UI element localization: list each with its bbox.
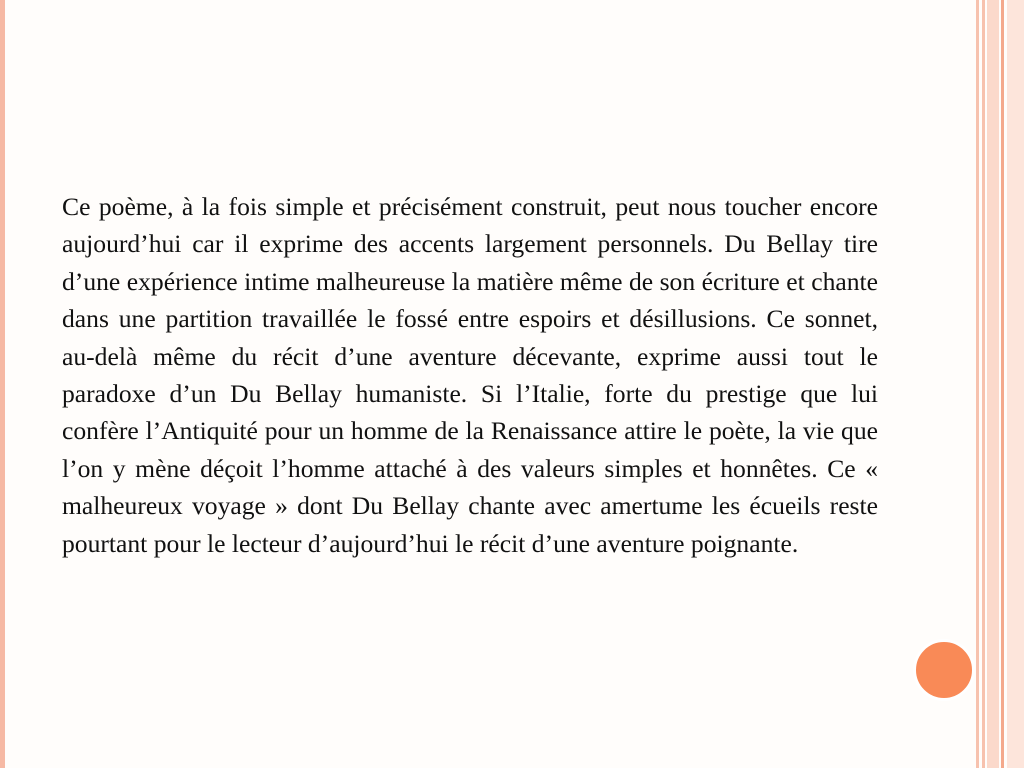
stripe-3 (987, 0, 999, 768)
stripe-5 (1007, 0, 1024, 768)
left-border-stripe (0, 0, 5, 768)
stripe-4 (1001, 0, 1004, 768)
right-decorative-stripes (976, 0, 1024, 768)
stripe-2 (982, 0, 985, 768)
decorative-circle-icon (913, 639, 975, 701)
stripe-1 (976, 0, 979, 768)
body-paragraph: Ce poème, à la fois simple et précisément construit, peut nous toucher encore aujourd’hui car il exprime des accents largement personnels. Du Bellay tire d’une expérience intime malheureuse la matière même de son écriture et chante dans une partition travaillée le fossé entre espoirs et désillusions. Ce sonnet, au-delà même du récit d’une aventure décevante, exprime aussi tout le paradoxe d’un Du Bellay humaniste. Si l’Italie, forte du prestige que lui confère l’Antiquité pour un homme de la Renaissance attire le poète, la vie que l’on y mène déçoit l’homme attaché à des valeurs simples et honnêtes. Ce « malheureux voyage » dont Du Bellay chante avec amertume les écueils reste pourtant pour le lecteur d’aujourd’hui le récit d’une aventure poignante. (62, 192, 878, 558)
